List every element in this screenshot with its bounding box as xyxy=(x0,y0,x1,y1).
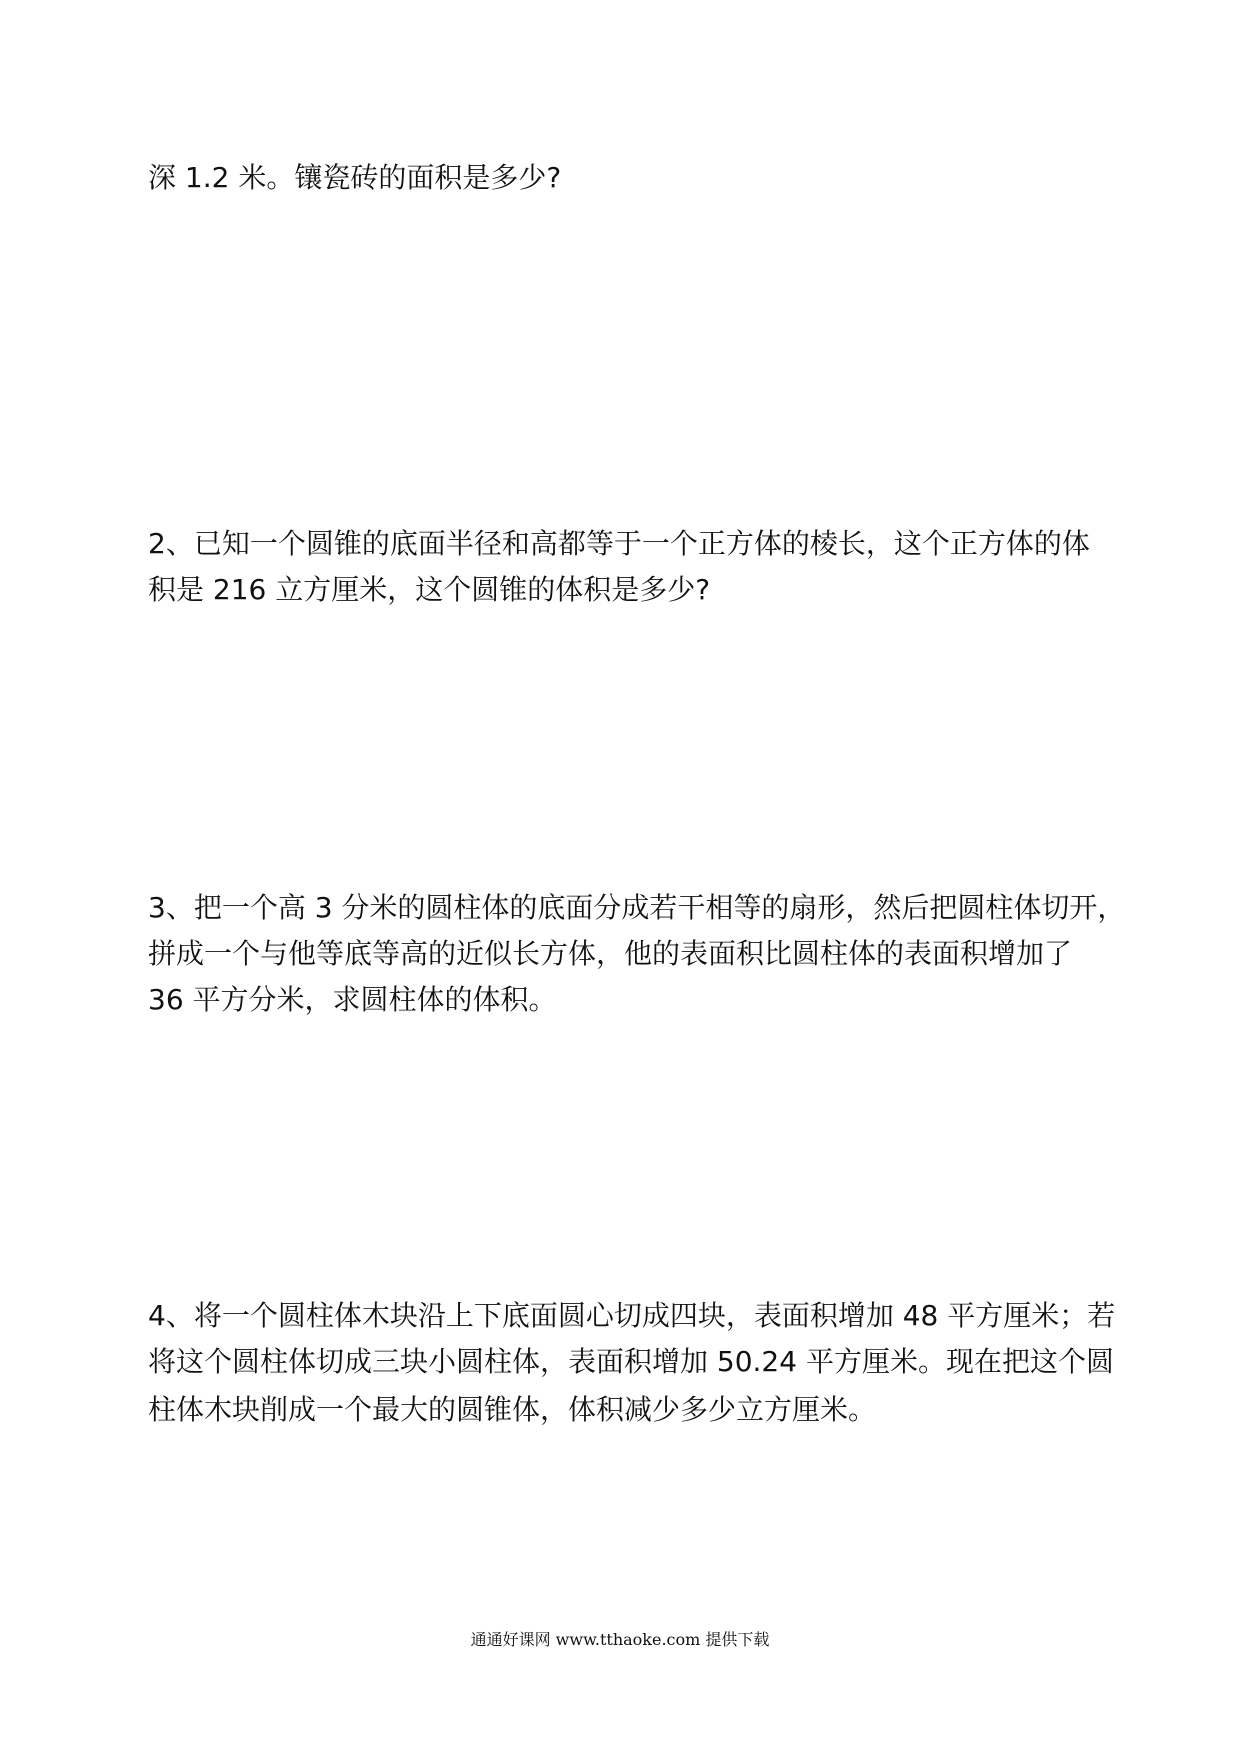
problem-3-line-3: 36 平方分米，求圆柱体的体积。 xyxy=(148,983,557,1016)
problem-1-line-1: 深 1.2 米。镶瓷砖的面积是多少? xyxy=(148,161,562,194)
problem-4-line-2: 将这个圆柱体切成三块小圆柱体，表面积增加 50.24 平方厘米。现在把这个圆 xyxy=(148,1345,1114,1378)
problem-2-line-1: 2、已知一个圆锥的底面半径和高都等于一个正方体的棱长，这个正方体的体 xyxy=(148,527,1090,560)
page-footer: 通通好课网 www.tthaoke.com 提供下载 xyxy=(470,1630,770,1649)
problem-3-line-2: 拼成一个与他等底等高的近似长方体，他的表面积比圆柱体的表面积增加了 xyxy=(148,937,1073,970)
problem-2-line-2: 积是 216 立方厘米，这个圆锥的体积是多少? xyxy=(148,573,711,606)
problem-4-line-3: 柱体木块削成一个最大的圆锥体，体积减少多少立方厘米。 xyxy=(148,1393,877,1426)
problem-3-line-1: 3、把一个高 3 分米的圆柱体的底面分成若干相等的扇形，然后把圆柱体切开， xyxy=(148,891,1126,924)
problem-4-line-1: 4、将一个圆柱体木块沿上下底面圆心切成四块，表面积增加 48 平方厘米；若 xyxy=(148,1299,1116,1332)
